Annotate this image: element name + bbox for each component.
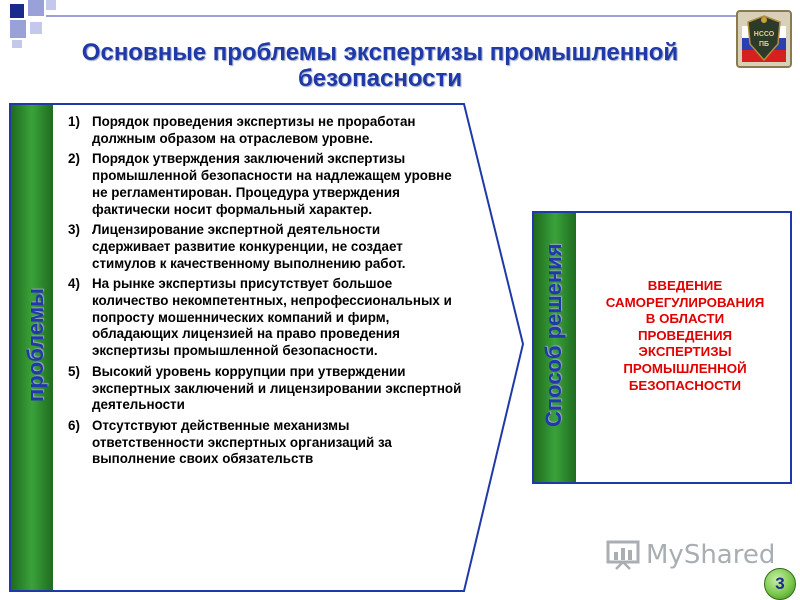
solution-text <box>582 278 788 394</box>
item-number: 4) <box>68 276 80 292</box>
item-number: 6) <box>68 417 80 433</box>
solution-line: ПРОВЕДЕНИЯ <box>637 327 733 343</box>
item-text: На рынке экспертизы присутствует большое количество некомпетентных, непрофессиональных и попросту мошеннических компаний и фирм, обладающих лицензией на право проведения экспертизы промышленной безопасности. <box>92 276 452 359</box>
solution-line: САМОРЕГУЛИРОВАНИЯ <box>605 294 765 310</box>
solution-line: БЕЗОПАСНОСТИ <box>628 377 742 393</box>
list-item <box>68 418 462 468</box>
problems-label: проблемы <box>23 288 48 402</box>
watermark-logo <box>606 538 775 572</box>
solution-line: ВВЕДЕНИЕ <box>647 278 723 293</box>
item-text: Отсутствуют действенные механизмы ответственности экспертных организаций за выполнение своих обязательств <box>92 417 392 467</box>
solution-line: В ОБЛАСТИ <box>645 311 725 327</box>
item-number: 5) <box>68 363 80 379</box>
item-number: 3) <box>68 222 80 238</box>
list-item <box>68 114 462 147</box>
item-text: Высокий уровень коррупции при утверждении экспертных заключений и лицензировании экспертной деятельности <box>92 363 462 413</box>
page-number: 3 <box>775 574 785 593</box>
list-item <box>68 276 462 360</box>
solution-method-label: Способ решения <box>541 243 566 427</box>
solution-line: ПРОМЫШЛЕННОЙ <box>623 360 747 376</box>
item-text: Порядок утверждения заключений экспертизы промышленной безопасности на надлежащем уровне не регламентирован. Процедура утверждения фактически носит формальный характер. <box>92 151 452 217</box>
list-item <box>68 364 462 414</box>
item-number: 1) <box>68 114 80 129</box>
watermark-text: MyShared <box>646 540 776 570</box>
logo-text-bottom: ПБ <box>758 41 770 48</box>
logo-text-top: НССО <box>753 31 775 38</box>
presentation-icon <box>606 540 640 570</box>
item-number: 2) <box>68 151 80 167</box>
item-text: Порядок проведения экспертизы не проработан должным образом на отраслевом уровне. <box>92 114 416 146</box>
page-number-badge <box>764 568 796 600</box>
title-line-1: Основные проблемы экспертизы промышленной <box>81 39 679 66</box>
item-text: Лицензирование экспертной деятельности сдерживает развитие конкуренции, не создает стимулов к качественному выполнению работ. <box>92 222 406 271</box>
solution-line: ЭКСПЕРТИЗЫ <box>638 344 732 360</box>
problems-list <box>68 114 462 472</box>
list-item <box>68 151 462 218</box>
list-item <box>68 222 462 272</box>
title-line-2: безопасности <box>297 65 463 92</box>
